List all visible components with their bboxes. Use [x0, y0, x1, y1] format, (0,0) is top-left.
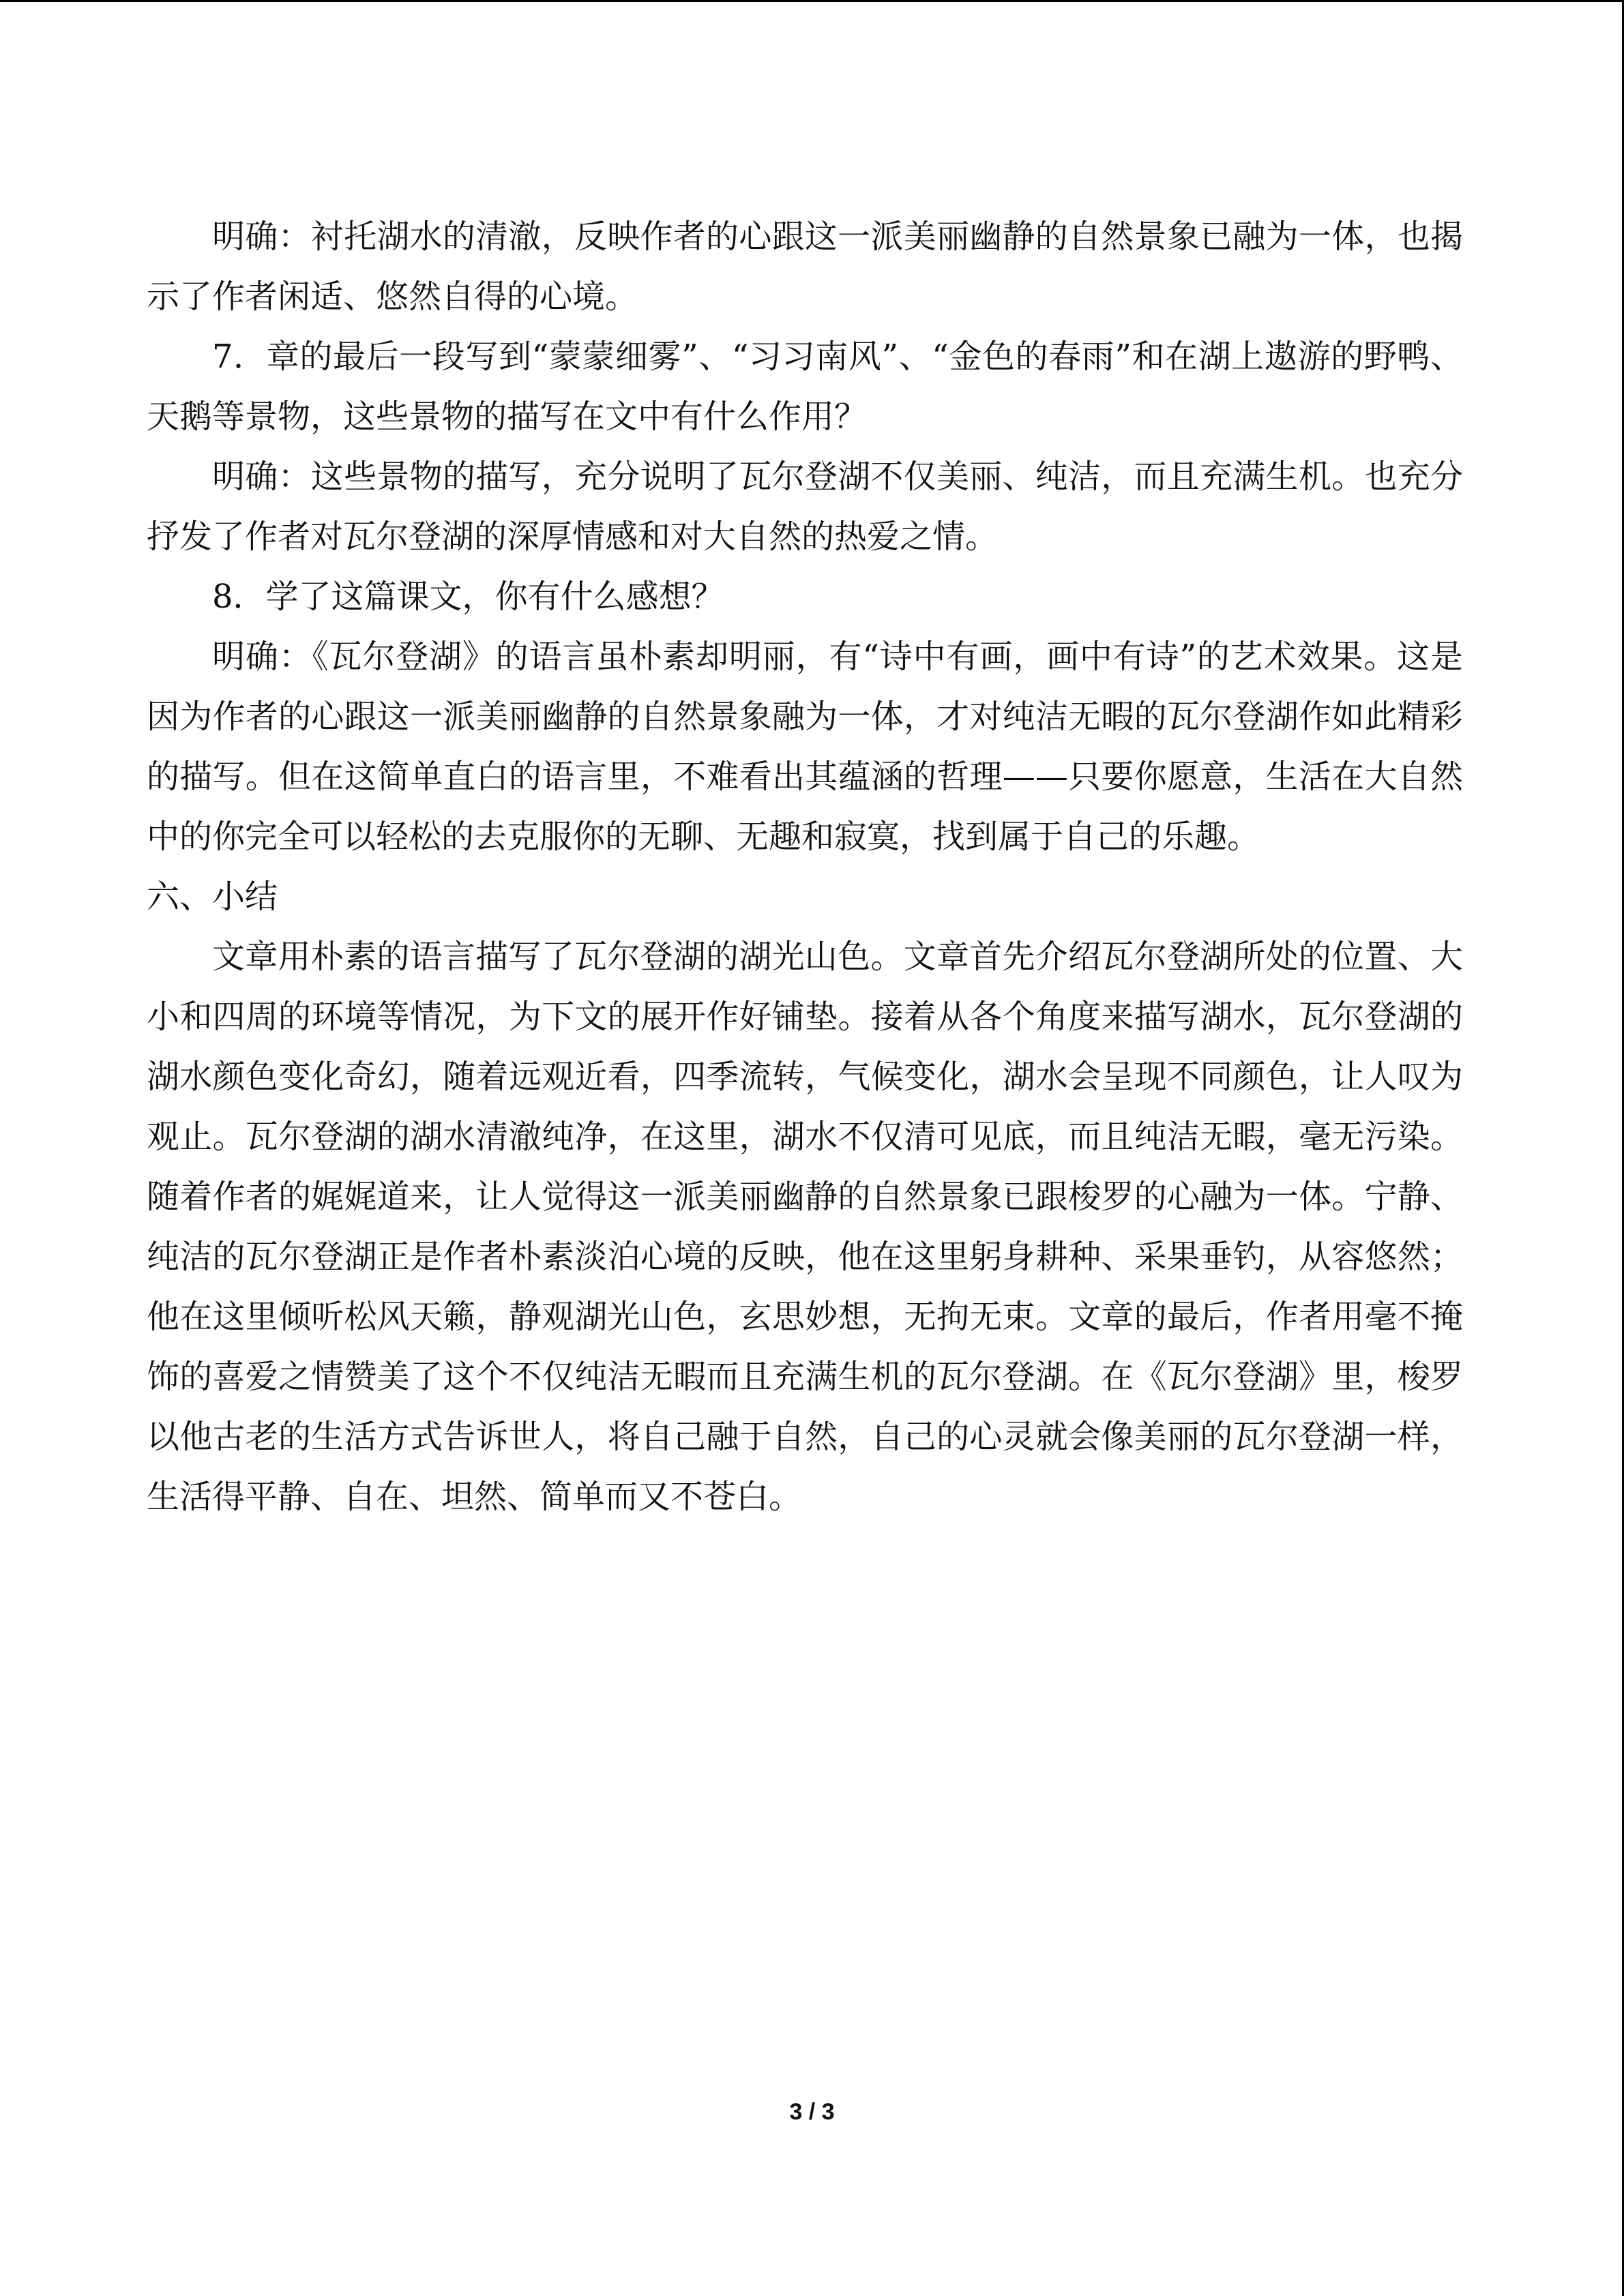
page-number: 3 / 3 — [789, 2099, 835, 2125]
answer-paragraph-6: 明确：衬托湖水的清澈，反映作者的心跟这一派美丽幽静的自然景象已融为一体，也揭示了作者闲适、悠然自得的心境。 — [147, 218, 1463, 316]
document-body — [147, 207, 1463, 1527]
question-paragraph-7: 7．章的最后一段写到“蒙蒙细雾”、“习习南风”、“金色的春雨”和在湖上遨游的野鸭、天鹅等景物，这些景物的描写在文中有什么作用？ — [147, 338, 1463, 436]
section-heading-summary: 六、小结 — [147, 878, 278, 916]
answer-paragraph-8: 明确：《瓦尔登湖》的语言虽朴素却明丽，有“诗中有画，画中有诗”的艺术效果。这是因为作者的心跟这一派美丽幽静的自然景象融为一体，才对纯洁无暇的瓦尔登湖作如此精彩的描写。但在这简单直白的语言里，不难看出其蕴涵的哲理——只要你愿意，生活在大自然中的你完全可以轻松的去克服你的无聊、无趣和寂寞，找到属于自己的乐趣。 — [147, 638, 1463, 856]
question-paragraph-8: 8．学了这篇课文，你有什么感想？ — [212, 578, 724, 616]
answer-paragraph-7: 明确：这些景物的描写，充分说明了瓦尔登湖不仅美丽、纯洁，而且充满生机。也充分抒发了作者对瓦尔登湖的深厚情感和对大自然的热爱之情。 — [147, 458, 1463, 556]
summary-paragraph: 文章用朴素的语言描写了瓦尔登湖的湖光山色。文章首先介绍瓦尔登湖所处的位置、大小和四周的环境等情况，为下文的展开作好铺垫。接着从各个角度来描写湖水，瓦尔登湖的湖水颜色变化奇幻，随着远观近看，四季流转，气候变化，湖水会呈现不同颜色，让人叹为观止。瓦尔登湖的湖水清澈纯净，在这里，湖水不仅清可见底，而且纯洁无暇，毫无污染。随着作者的娓娓道来，让人觉得这一派美丽幽静的自然景象已跟梭罗的心融为一体。宁静、纯洁的瓦尔登湖正是作者朴素淡泊心境的反映，他在这里躬身耕种、采果垂钓，从容悠然；他在这里倾听松风天籁，静观湖光山色，玄思妙想，无拘无束。文章的最后，作者用毫不掩饰的喜爱之情赞美了这个不仅纯洁无暇而且充满生机的瓦尔登湖。在《瓦尔登湖》里，梭罗以他古老的生活方式告诉世人，将自己融于自然，自己的心灵就会像美丽的瓦尔登湖一样，生活得平静、自在、坦然、简单而又不苍白。 — [147, 938, 1463, 1516]
